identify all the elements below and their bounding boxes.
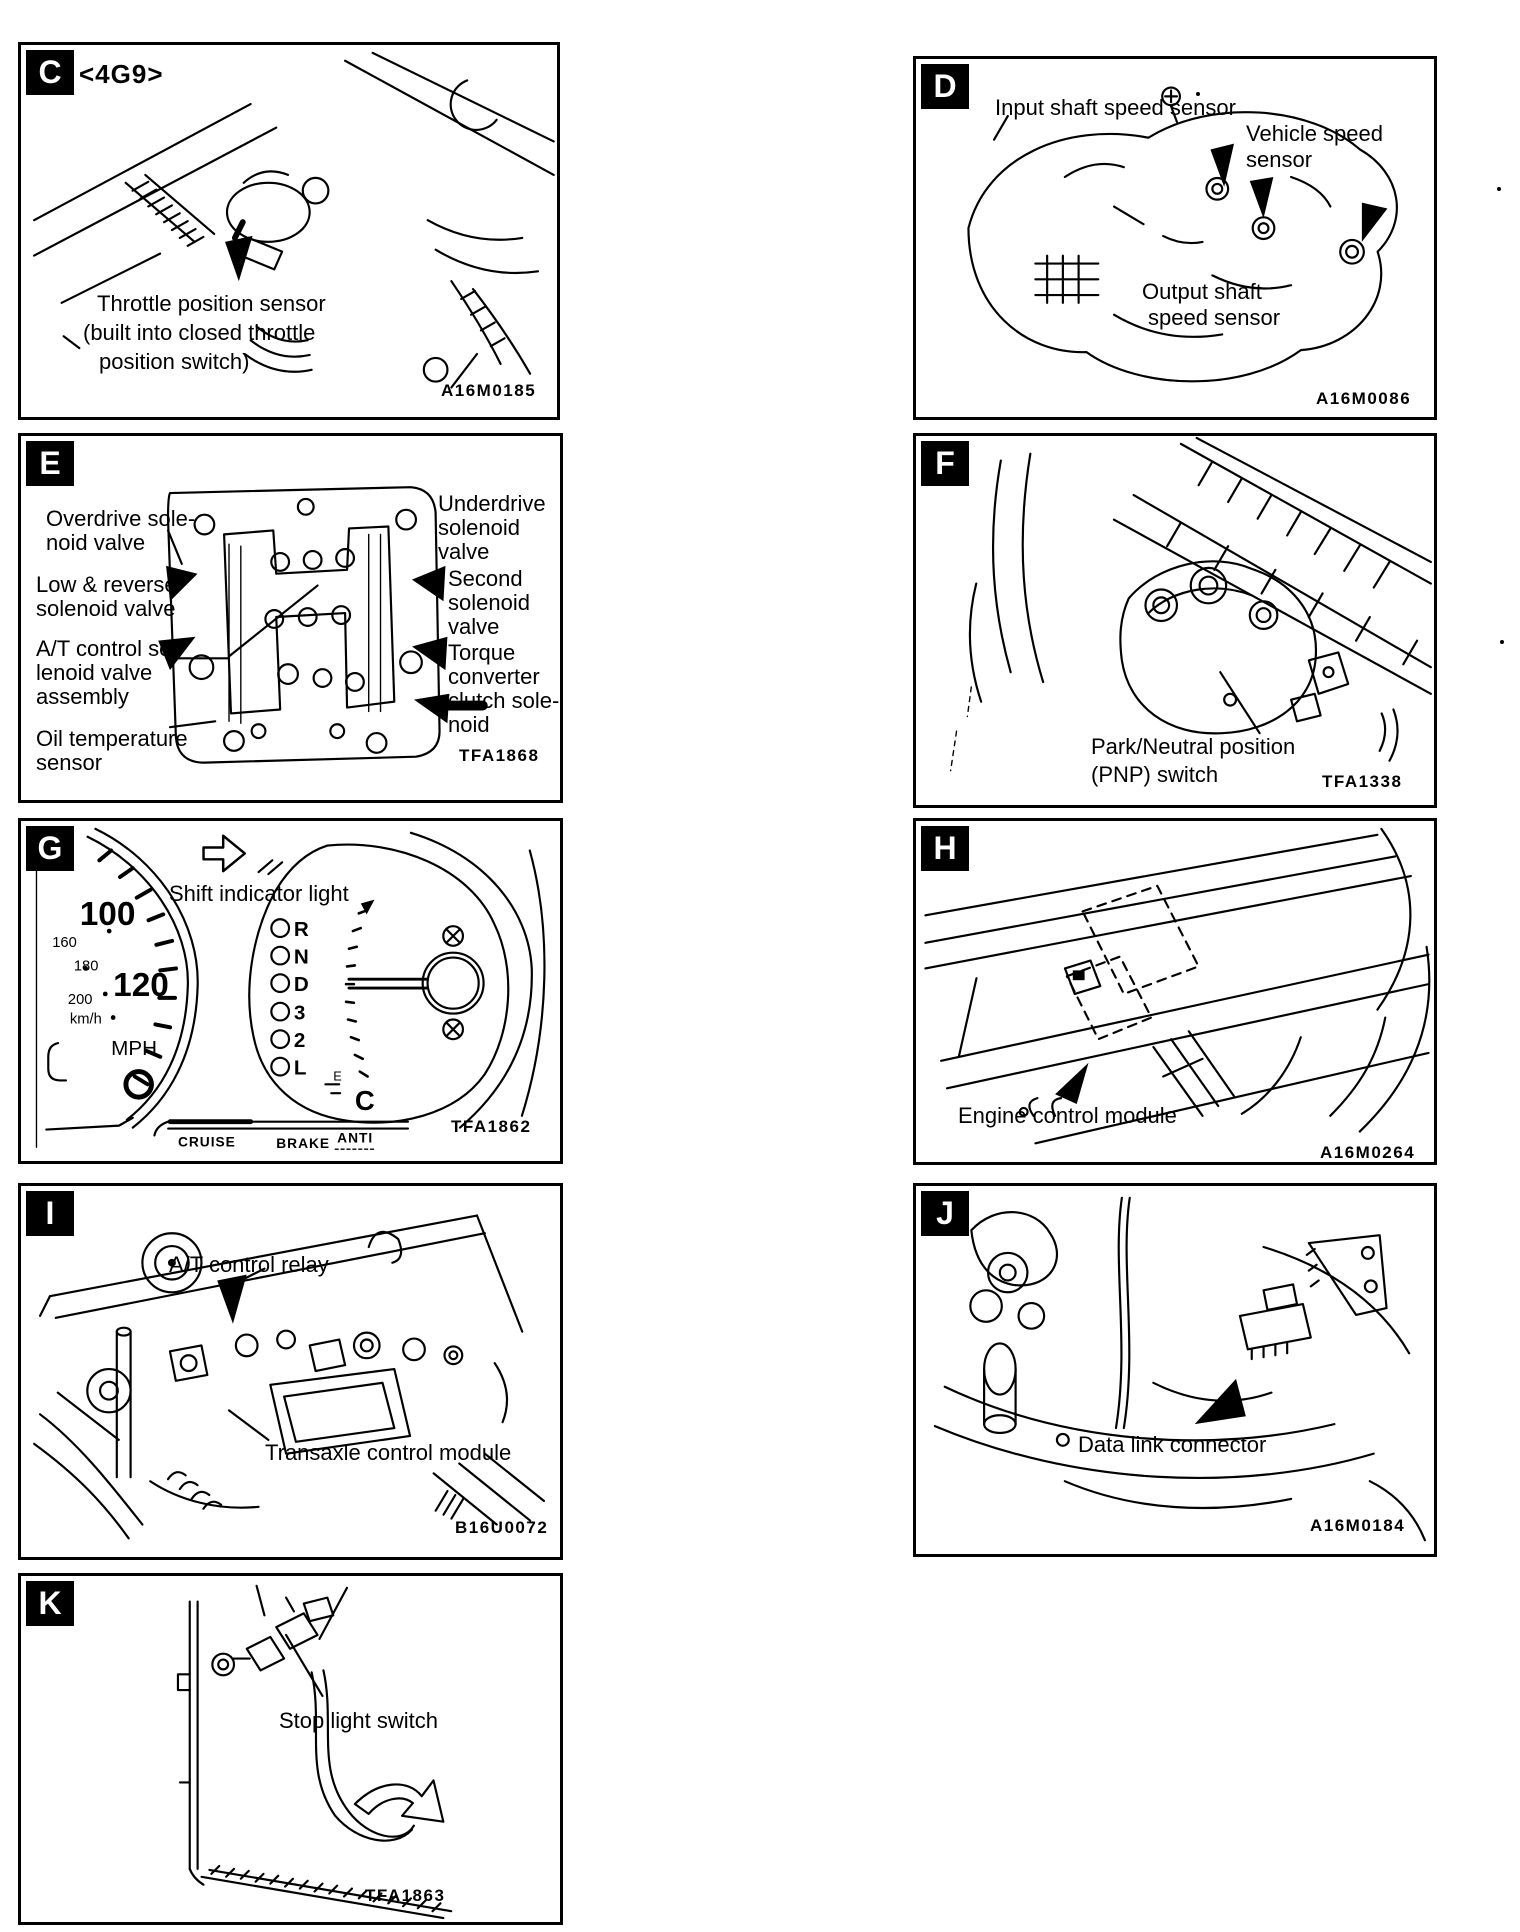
overdrive-label-line1: Overdrive sole- (46, 506, 196, 531)
throttle-sensor-label-line3: position switch) (99, 349, 250, 374)
panel-f-letter: F (921, 441, 969, 486)
gear-2: 2 (293, 1029, 306, 1053)
vehicle-speed-sensor-arrow (1362, 203, 1388, 242)
output-shaft-sensor-arrow (1250, 177, 1274, 218)
data-link-connector-illustration (916, 1186, 1434, 1554)
panel-h (913, 818, 1437, 1165)
block-arrow-icon (204, 836, 245, 871)
figure-code-j: A16M0184 (1310, 1516, 1406, 1535)
transaxle-control-module-illustration (21, 1186, 560, 1557)
panel-k-letter: K (26, 1581, 74, 1626)
stop-light-switch-label: Stop light switch (279, 1708, 438, 1733)
torque-label-line3: clutch sole- (448, 688, 560, 713)
panel-d-letter: D (921, 64, 969, 109)
data-link-connector-arrow (1195, 1379, 1246, 1424)
speed-200: 200 (67, 991, 93, 1008)
torque-label-line2: converter (448, 664, 540, 689)
figure-code-d: A16M0086 (1316, 389, 1412, 408)
panel-i (18, 1183, 563, 1560)
panel-g (18, 818, 563, 1164)
telltale-brake: BRAKE (276, 1136, 331, 1152)
throttle-sensor-label-line2: (built into closed throttle (83, 320, 316, 345)
speed-120: 120 (113, 966, 169, 1004)
output-shaft-speed-sensor-label-line1: Output shaft (1142, 279, 1262, 304)
data-link-connector-label: Data link connector (1078, 1432, 1267, 1457)
figure-code-i: B16U0072 (455, 1518, 549, 1537)
panel-h-letter: H (921, 826, 969, 871)
temp-c: C (354, 1084, 375, 1116)
gear-d: D (293, 973, 309, 996)
pnp-switch-label-line1: Park/Neutral position (1091, 734, 1296, 759)
panel-j-letter: J (921, 1191, 969, 1236)
panel-g-letter: G (26, 826, 74, 871)
gear-3: 3 (293, 1001, 306, 1025)
figure-code-c: A16M0185 (441, 381, 537, 400)
underdrive-label-line3: valve (438, 539, 490, 564)
scan-speck (1500, 640, 1504, 644)
panel-f (913, 433, 1437, 808)
speed-160: 160 (52, 934, 77, 951)
vehicle-speed-sensor-label-line2: sensor (1246, 147, 1313, 172)
panel-i-letter: I (26, 1191, 74, 1236)
at-control-label-line2: lenoid valve (36, 660, 153, 685)
overdrive-label-line2: noid valve (46, 530, 146, 555)
stop-light-switch-illustration (21, 1576, 560, 1922)
transaxle-control-module-label: Transaxle control module (265, 1440, 512, 1465)
speed-100: 100 (79, 896, 136, 934)
panel-k (18, 1573, 563, 1925)
panel-e (18, 433, 563, 803)
panel-d (913, 56, 1437, 420)
input-shaft-speed-sensor-label: Input shaft speed sensor (995, 95, 1236, 120)
temp-e: E (333, 1068, 342, 1084)
gear-l: L (293, 1056, 307, 1080)
figure-code-k: TFA1863 (365, 1886, 446, 1905)
figure-code-f: TFA1338 (1322, 772, 1403, 791)
kmh-unit: km/h (69, 1011, 102, 1028)
pnp-switch-label-line2: (PNP) switch (1091, 762, 1219, 787)
telltale-anti: ANTI (337, 1130, 374, 1146)
figure-code-h: A16M0264 (1320, 1143, 1416, 1162)
output-shaft-speed-sensor-label-line2: speed sensor (1148, 305, 1281, 330)
at-control-relay-label: A/T control relay (169, 1252, 329, 1277)
telltale-cruise: CRUISE (177, 1134, 236, 1150)
engine-control-module-label: Engine control module (958, 1103, 1177, 1128)
low-reverse-label-line1: Low & reverse (36, 572, 177, 597)
figure-code-g: TFA1862 (451, 1117, 532, 1136)
panel-e-letter: E (26, 441, 74, 486)
shift-indicator-heading: Shift indicator light (169, 881, 349, 906)
scan-speck (1497, 187, 1501, 191)
second-label-line2: solenoid (448, 590, 530, 615)
torque-label-line4: noid (448, 712, 490, 737)
figure-code-e: TFA1868 (459, 746, 540, 765)
oil-temp-label-line1: Oil temperature (36, 726, 188, 751)
panel-c (18, 42, 560, 420)
panel-c-letter: C (26, 50, 74, 95)
torque-label-line1: Torque (448, 640, 516, 665)
gear-r: R (293, 917, 309, 941)
underdrive-label-line1: Underdrive (438, 491, 546, 516)
second-label-line1: Second (448, 566, 523, 591)
panel-j (913, 1183, 1437, 1557)
underdrive-solenoid-arrow (412, 566, 445, 601)
speed-180: 180 (73, 958, 99, 975)
instrument-cluster-illustration (21, 821, 560, 1161)
at-control-label-line1: A/T control so- (36, 636, 179, 661)
throttle-sensor-label-line1: Throttle position sensor (97, 291, 326, 316)
engine-variant-tag: <4G9> (79, 59, 164, 89)
underdrive-label-line2: solenoid (438, 515, 520, 540)
vehicle-speed-sensor-label-line1: Vehicle speed (1246, 121, 1383, 146)
at-control-relay-arrow (217, 1275, 247, 1324)
mph-unit: MPH (111, 1036, 158, 1060)
pedal-motion-arrow-icon (355, 1780, 443, 1821)
input-shaft-sensor-arrow (1210, 144, 1234, 187)
low-reverse-label-line2: solenoid valve (36, 596, 176, 621)
second-label-line3: valve (448, 614, 500, 639)
oil-temp-label-line2: sensor (36, 750, 103, 775)
gear-n: N (293, 945, 309, 969)
at-control-label-line3: assembly (36, 684, 129, 709)
